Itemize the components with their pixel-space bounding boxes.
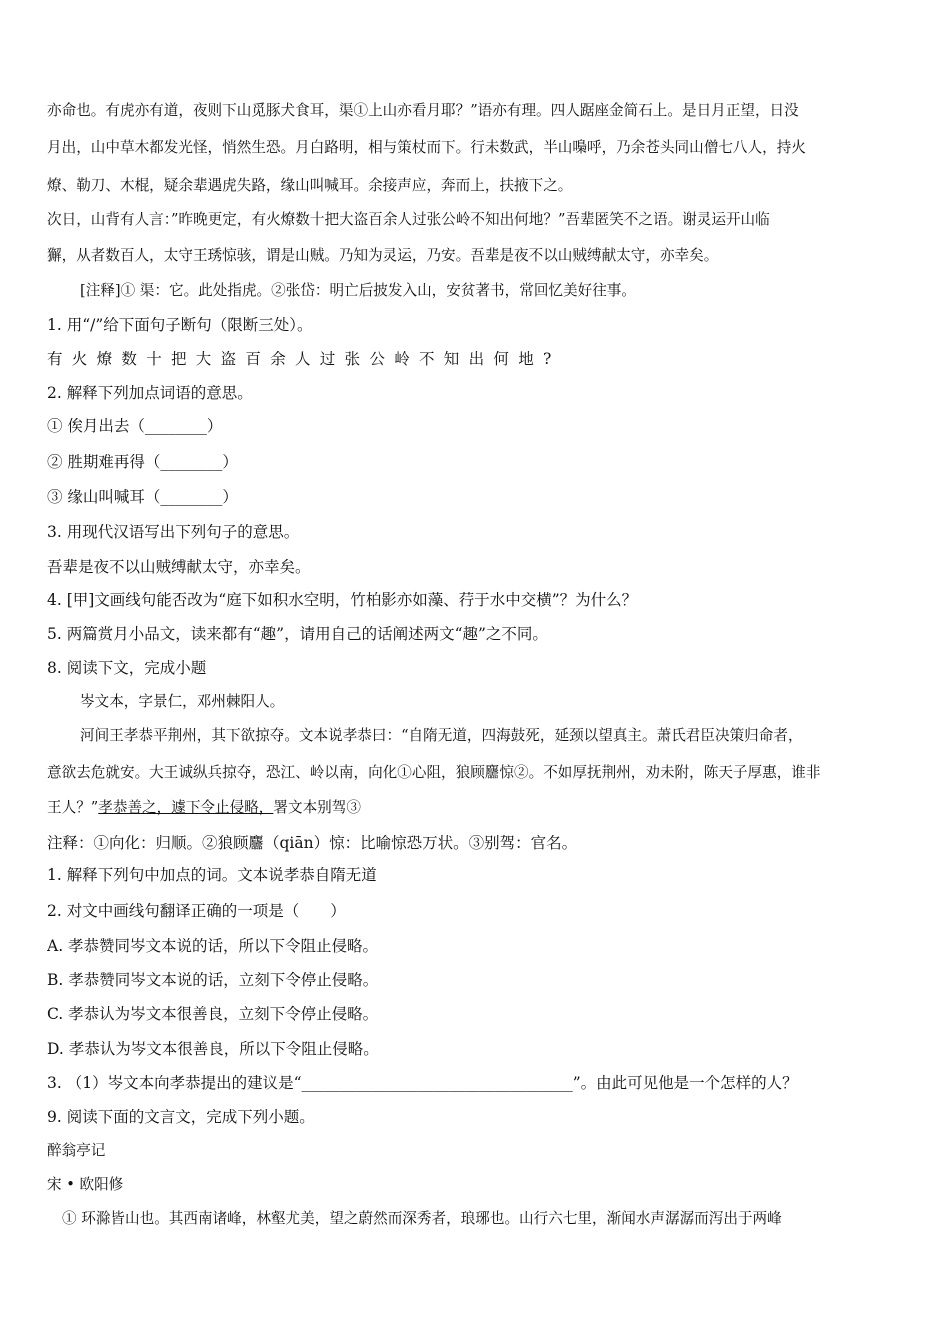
question-2: 2. 解释下列加点词语的意思。 (47, 384, 253, 402)
section-8-notes: 注释：①向化：归顺。②狼顾麢（qiān）惊：比喻惊恐万状。③别驾：官名。 (47, 834, 578, 852)
option-a: A. 孝恭赞同岑文本说的话，所以下令阻止侵略。 (47, 937, 379, 955)
line-3-quote-end: 王人？” (47, 799, 99, 816)
option-c: C. 孝恭认为岑文本很善良，立刻下令停止侵略。 (47, 1005, 379, 1023)
section-9-paragraph-1: ① 环滁皆山也。其西南诸峰，林壑尤美，望之蔚然而深秀者，琅琊也。山行六七里，渐闻水声潺潺而泻出于两峰 (62, 1210, 782, 1227)
passage-line-5: 獬，从者数百人，太守王琇惊骇，谓是山贼。乃知为灵运，乃安。吾辈是夜不以山贼缚献太守，亦幸矣。 (47, 247, 719, 264)
question-3-sentence: 吾辈是夜不以山贼缚献太守，亦幸矣。 (47, 558, 311, 576)
question-2-item-1: ① 俟月出去（________） (47, 417, 223, 435)
option-b: B. 孝恭赞同岑文本说的话，立刻下令停止侵略。 (47, 971, 379, 989)
section-8-question-2: 2. 对文中画线句翻译正确的一项是（ ） (47, 902, 346, 920)
section-9-author: 宋 • 欧阳修 (47, 1176, 124, 1193)
section-8-paragraph-2-line-3 (47, 798, 907, 818)
underlined-sentence: 孝恭善之，遽下令止侵略， (98, 799, 274, 816)
question-1: 1. 用“/”给下面句子断句（限断三处）。 (47, 316, 313, 334)
question-2-item-3: ③ 缘山叫喊耳（________） (47, 488, 238, 506)
question-5: 5. 两篇赏月小品文，读来都有“趣”，请用自己的话阐述两文“趣”之不同。 (47, 625, 548, 643)
line-3-tail: 署文本别驾③ (273, 799, 361, 816)
section-8-question-3: 3. （1）岑文本向孝恭提出的建议是“___________________________________”。由此可见他是一个怎样的人？ (47, 1074, 798, 1092)
section-8-paragraph-2-line-2: 意欲去危就安。大王诚纵兵掠夺，恐江、岭以南，向化①心阻，狼顾麢惊②。不如厚抚荆州，劝未附，陈天子厚惠，谁非 (47, 764, 821, 781)
section-9-heading: 9. 阅读下面的文言文，完成下列小题。 (47, 1108, 315, 1126)
section-8-paragraph-1: 岑文本，字景仁，邓州棘阳人。 (80, 693, 285, 710)
passage-line-1: 亦命也。有虎亦有道，夜则下山觅豚犬食耳，渠①上山亦看月耶？”语亦有理。四人踞座金简石上。是日月正望，日没 (47, 102, 799, 119)
passage-line-3: 燎、勒刀、木棍，疑余辈遇虎失路，缘山叫喊耳。余接声应，奔而上，扶掖下之。 (47, 177, 573, 194)
section-8-paragraph-2-line-1: 河间王孝恭平荆州，其下欲掠夺。文本说孝恭曰：“自隋无道，四海鼓死，延颈以望真主。萧氏君臣决策归命者， (80, 727, 803, 744)
passage-line-4: 次日，山背有人言：”昨晚更定，有火燎数十把大盗百余人过张公岭不知出何地？”吾辈匿笑不之语。谢灵运开山临 (47, 211, 770, 228)
question-3: 3. 用现代汉语写出下列句子的意思。 (47, 523, 300, 541)
section-8-question-1: 1. 解释下列句中加点的词。文本说孝恭自隋无道 (47, 866, 377, 884)
section-9-title: 醉翁亭记 (47, 1142, 106, 1159)
question-2-item-2: ② 胜期难再得（________） (47, 453, 238, 471)
passage-line-2: 月出，山中草木都发光怪，悄然生恐。月白路明，相与策杖而下。行未数武，半山嘄呼，乃余苍头同山僧七八人，持火 (47, 139, 806, 156)
section-8-heading: 8. 阅读下文，完成小题 (47, 659, 207, 677)
question-1-sentence: 有火燎数十把大盗百余人过张公岭不知出何地? (47, 350, 561, 368)
passage-note: [注释]① 渠：它。此处指虎。②张岱：明亡后披发入山，安贫著书，常回忆美好往事。 (80, 282, 636, 299)
question-4: 4. [甲]文画线句能否改为“庭下如积水空明，竹柏影亦如藻、荇于水中交横”？为什么？ (47, 591, 638, 609)
option-d: D. 孝恭认为岑文本很善良，所以下令阻止侵略。 (47, 1040, 379, 1058)
